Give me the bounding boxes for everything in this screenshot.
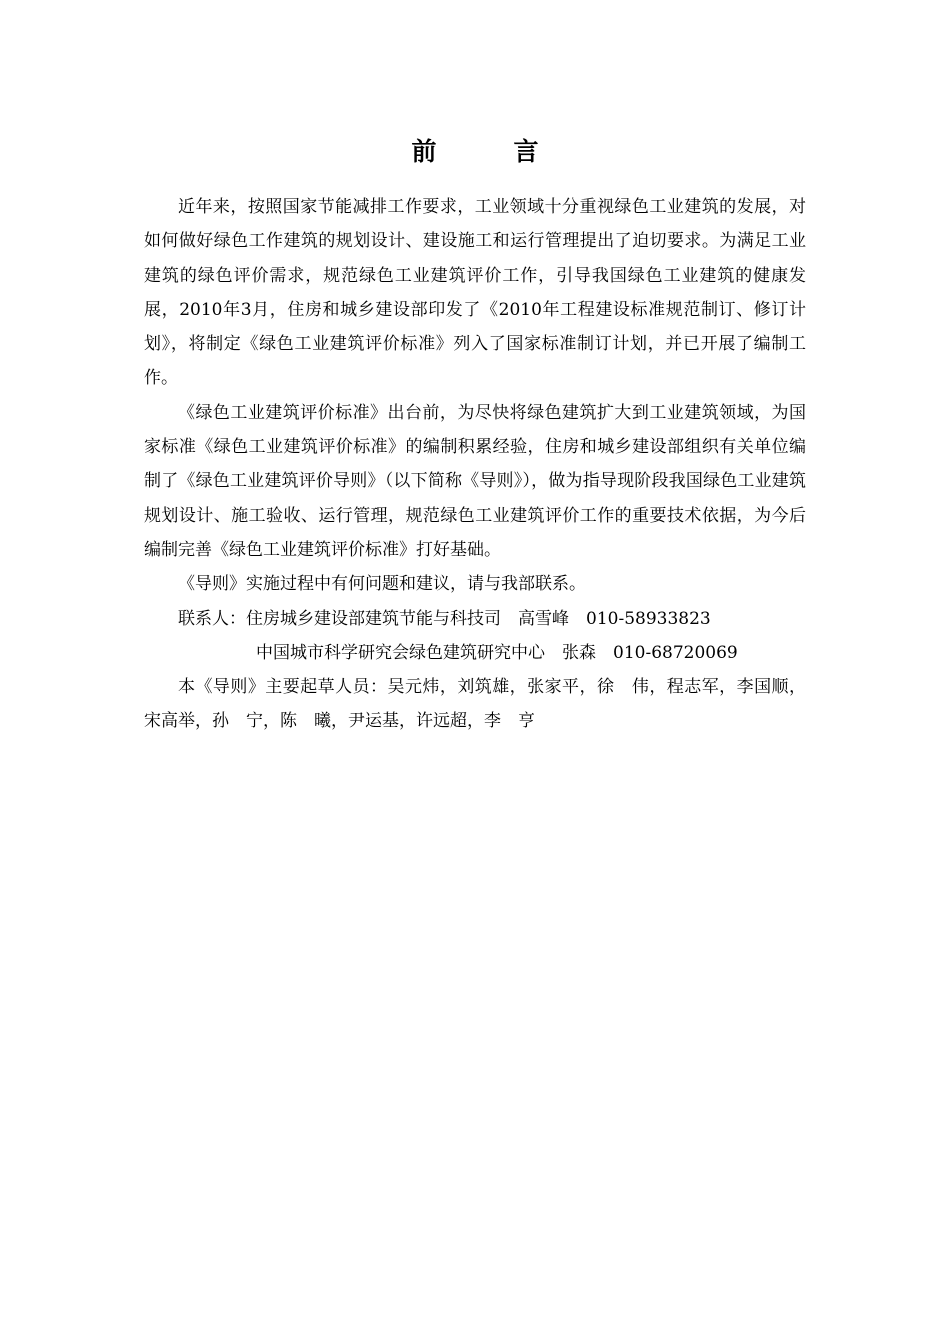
page-title: 前 言: [411, 137, 565, 166]
contact-line-primary: 联系人：住房城乡建设部建筑节能与科技司 高雪峰 010-58933823: [178, 608, 711, 629]
contact-line-secondary: 中国城市科学研究会绿色建筑研究中心 张森 010-68720069: [256, 642, 738, 663]
paragraph-drafters: 本《导则》主要起草人员：吴元炜，刘筑雄，张家平，徐 伟，程志军，李国顺，宋高举，孙 宁，陈 曦，尹运基，许远超，李 亨: [144, 677, 806, 732]
paragraph-background: 近年来，按照国家节能减排工作要求，工业领域十分重视绿色工业建筑的发展，对如何做好绿色工作建筑的规划设计、建设施工和运行管理提出了迫切要求。为满足工业建筑的绿色评价需求，规范绿色工业建筑评价工作，引导我国绿色工业建筑的健康发展，2010年3月，住房和城乡建设部印发了《2010年工程建设标准规范制订、修订计划》，将制定《绿色工业建筑评价标准》列入了国家标准制订计划，并已开展了编制工作。: [144, 197, 806, 389]
paragraph-feedback: 《导则》实施过程中有何问题和建议，请与我部联系。: [178, 574, 586, 595]
document-body: [144, 190, 806, 739]
paragraph-purpose: 《绿色工业建筑评价标准》出台前，为尽快将绿色建筑扩大到工业建筑领域，为国家标准《绿色工业建筑评价标准》的编制积累经验，住房和城乡建设部组织有关单位编制了《绿色工业建筑评价导则》（以下简称《导则》），做为指导现阶段我国绿色工业建筑规划设计、施工验收、运行管理，规范绿色工业建筑评价工作的重要技术依据，为今后编制完善《绿色工业建筑评价标准》打好基础。: [144, 402, 806, 560]
